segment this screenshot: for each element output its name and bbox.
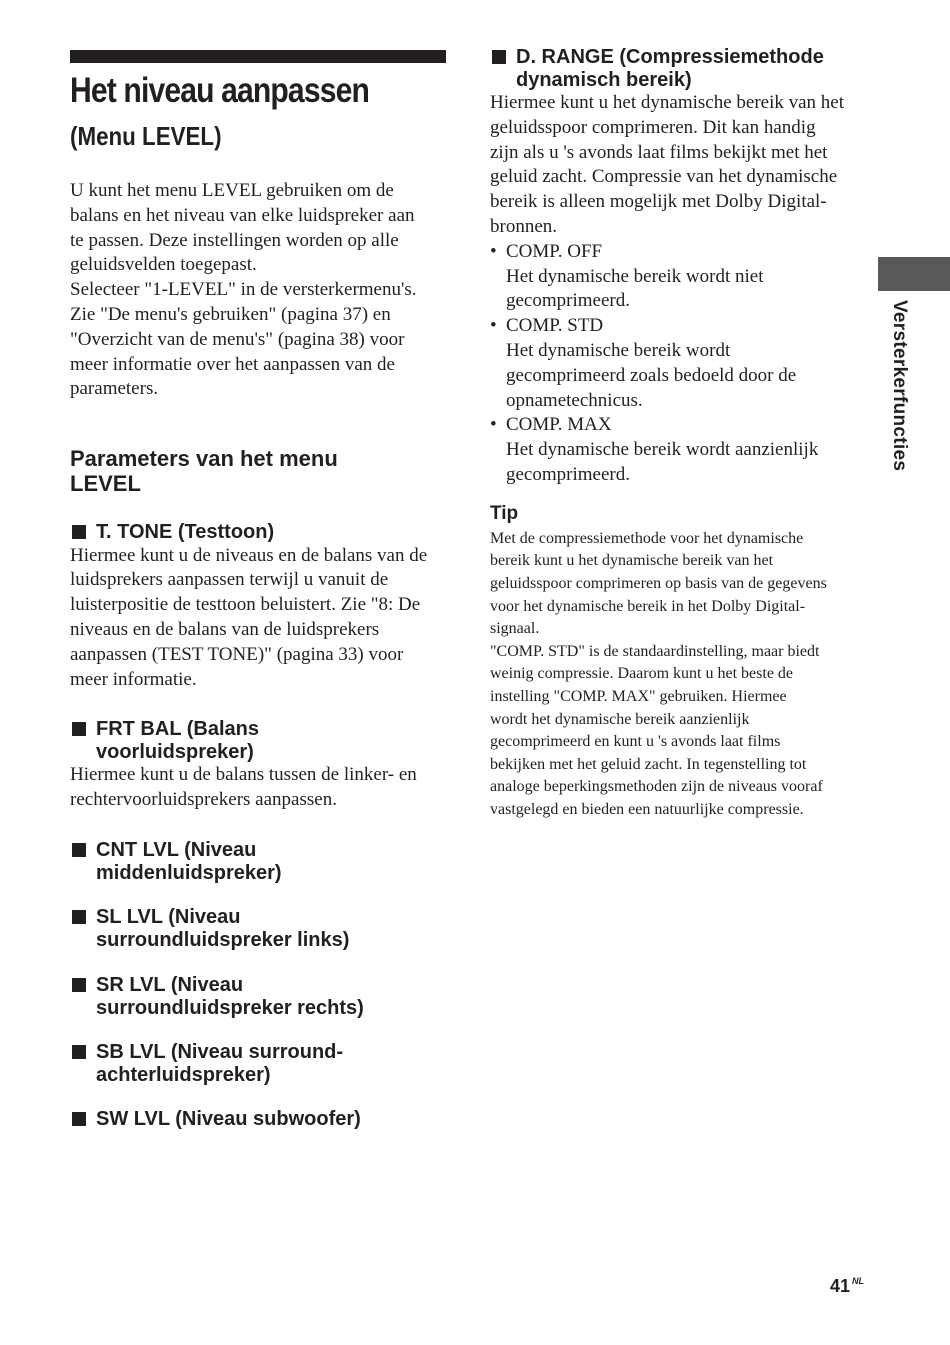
cnt-lvl-heading: CNT LVL (Niveau middenluidspreker) <box>70 839 446 884</box>
intro-paragraph <box>70 179 446 402</box>
d-range-heading: D. RANGE (Compressiemethode dynamisch bereik) <box>490 46 870 91</box>
tip-heading: Tip <box>490 502 519 524</box>
t-tone-text: Hiermee kunt u de niveaus en de balans van de luidsprekers aanpassen terwijl u vanuit de luisterpositie de testtoon beluistert. Zie "8: De niveaus en de balans van de luidsprekers aanpassen (TEST TONE)" (pagina 33) voor meer informatie. <box>70 544 428 690</box>
intro-line: meer informatie over het aanpassen van de <box>70 353 395 375</box>
page-language-code: NL <box>852 1276 865 1286</box>
right-column <box>490 46 870 821</box>
bullet-dot-icon: • <box>490 240 497 262</box>
sw-lvl-heading: SW LVL (Niveau subwoofer) <box>70 1108 446 1131</box>
square-bullet-icon <box>72 722 86 736</box>
left-column <box>70 50 446 1131</box>
title-rule <box>70 50 446 63</box>
side-tab-marker <box>878 257 950 291</box>
sr-lvl-heading: SR LVL (Niveau surroundluidspreker rechts) <box>70 974 446 1019</box>
square-bullet-icon <box>72 1112 86 1126</box>
intro-line: "Overzicht van de menu's" (pagina 38) voor <box>70 328 405 350</box>
square-bullet-icon <box>72 843 86 857</box>
square-bullet-icon <box>72 978 86 992</box>
square-bullet-icon <box>72 525 86 539</box>
side-tab-label: Versterkerfuncties <box>889 300 910 472</box>
frt-bal-text: Hiermee kunt u de balans tussen de linker- en rechtervoorluidsprekers aanpassen. <box>70 764 417 811</box>
frt-bal-heading: FRT BAL (Balans voorluidspreker) <box>70 718 446 763</box>
sb-lvl-heading: SB LVL (Niveau surround- achterluidspreker) <box>70 1041 446 1086</box>
list-item: • COMP. MAX Het dynamische bereik wordt aanzienlijk gecomprimeerd. <box>490 414 819 485</box>
intro-line: geluidsvelden toegepast. <box>70 254 257 276</box>
page-number <box>830 1276 864 1297</box>
page-number-value: 41 <box>830 1276 851 1296</box>
sl-lvl-heading: SL LVL (Niveau surroundluidspreker links) <box>70 906 446 951</box>
d-range-text: Hiermee kunt u het dynamische bereik van het geluidsspoor comprimeren. Dit kan handig zijn als u 's avonds laat films bekijkt met het geluid zacht. Compressie van het dynamische bereik is alleen mogelijk met Dolby Digital- bronnen. <box>490 92 845 237</box>
bullet-dot-icon: • <box>490 414 497 436</box>
intro-line: balans en het niveau van elke luidspreker aan <box>70 204 415 226</box>
intro-line: parameters. <box>70 378 159 400</box>
intro-line: U kunt het menu LEVEL gebruiken om de <box>70 180 394 201</box>
intro-line: te passen. Deze instellingen worden op alle <box>70 229 399 251</box>
square-bullet-icon <box>72 1045 86 1059</box>
bullet-dot-icon: • <box>490 315 497 337</box>
list-item: • COMP. STD Het dynamische bereik wordt gecomprimeerd zoals bedoeld door de opnametechnicus. <box>490 315 797 411</box>
intro-line: Selecteer "1-LEVEL" in de versterkermenu's. <box>70 279 417 301</box>
page-subtitle: (Menu LEVEL) <box>70 121 222 151</box>
section-heading <box>70 446 446 496</box>
intro-line: Zie "De menu's gebruiken" (pagina 37) en <box>70 303 391 325</box>
section-heading-line: Parameters van het menu <box>70 446 338 472</box>
square-bullet-icon <box>72 910 86 924</box>
tip-text: Met de compressiemethode voor het dynamische bereik kunt u het dynamische bereik van het geluidsspoor comprimeren op basis van de gegevens voor het dynamische bereik in het Dolby Digital- signaal. "COMP. STD" is de standaardinstelling, maar biedt weinig compressie. Daarom kunt u het beste de instelling "COMP. MAX" gebruiken. Hiermee wordt het dynamische bereik aanzienlijk gecomprimeerd en kunt u 's avonds laat films bekijken met het geluid zacht. In tegenstelling tot analoge beperkingsmethoden zijn de niveaus vooraf vastgelegd en bieden een natuurlijke compressie. <box>490 529 827 818</box>
d-range-options <box>490 240 870 488</box>
square-bullet-icon <box>492 50 506 64</box>
list-item: • COMP. OFF Het dynamische bereik wordt niet gecomprimeerd. <box>490 240 764 312</box>
t-tone-heading: T. TONE (Testtoon) <box>70 521 446 544</box>
section-heading-line: LEVEL <box>70 471 141 497</box>
page-title: Het niveau aanpassen <box>70 71 369 110</box>
